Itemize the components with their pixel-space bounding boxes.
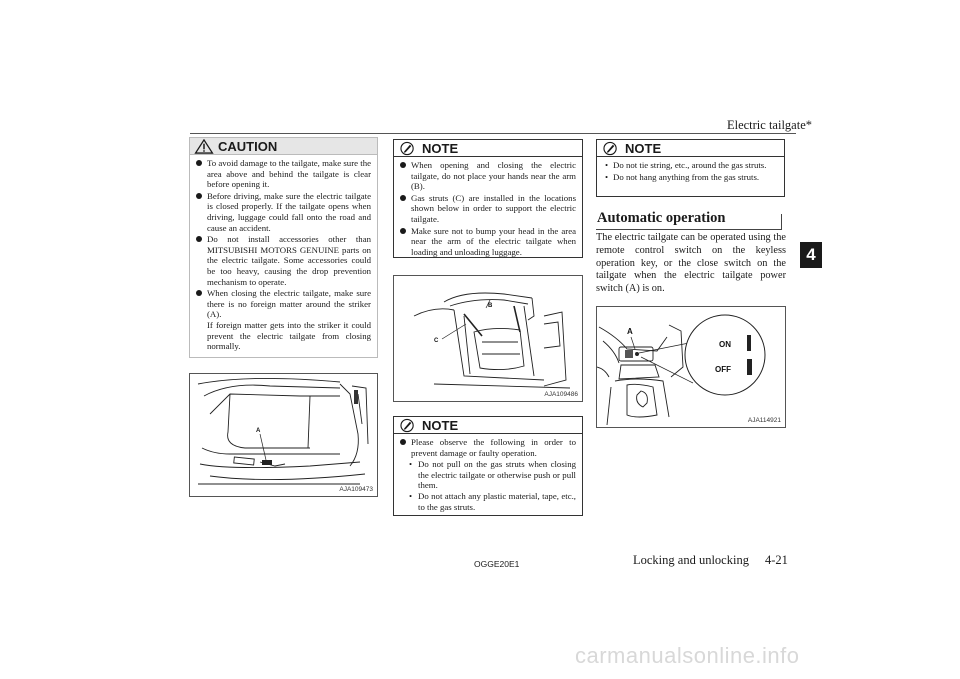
caution-item	[196, 158, 371, 190]
caution-item-text: To avoid damage to the tailgate, make sure the area above and behind the tailgate is clear before opening it.	[207, 158, 371, 190]
figure-code: AJA114921	[747, 417, 781, 424]
figure-tailgate-struts	[393, 275, 583, 402]
footer-doc-code: OGGE20E1	[474, 559, 520, 569]
note-subitem-text: Do not hang anything from the gas struts.	[613, 171, 760, 182]
header-rule	[190, 133, 796, 134]
note-header	[394, 140, 582, 157]
note-item	[400, 193, 576, 225]
luggage-area-illustration	[190, 374, 378, 497]
bullet-icon	[196, 193, 202, 199]
running-header-title: Electric tailgate*	[726, 118, 812, 132]
note-box	[596, 139, 785, 197]
note-subitem	[603, 160, 778, 171]
note-subitem	[400, 491, 576, 512]
sub-bullet-icon: •	[605, 171, 609, 182]
power-switch-illustration	[597, 307, 786, 428]
chapter-tab: 4	[800, 242, 822, 268]
footer-section-name: Locking and unlocking	[633, 553, 749, 567]
sub-bullet-icon: •	[409, 459, 413, 470]
section-body: The electric tailgate can be operated using the remote control switch on the keyless operation key, or the close switch on the tailgate when the electric tailgate power switch (A) is on.	[596, 232, 786, 295]
label-a: A	[256, 428, 261, 434]
note-body	[597, 157, 784, 187]
note-item	[400, 226, 576, 258]
caution-item	[196, 234, 371, 287]
warning-triangle-icon	[194, 139, 214, 154]
caution-item-text: Do not install accessories other than MITSUBISHI MOTORS GENUINE parts on the electric tailgate. Some accessories could be too heavy, causing the drop prevention mechanism to operate.	[207, 234, 371, 287]
figure-luggage-striker	[189, 373, 378, 497]
caution-item	[196, 288, 371, 352]
watermark: carmanualsonline.info	[575, 643, 800, 668]
label-a: A	[627, 327, 633, 336]
caution-heading: CAUTION	[218, 138, 278, 154]
note-item	[400, 437, 576, 458]
note-subitem-text: Do not tie string, etc., around the gas struts.	[613, 160, 767, 170]
note-body	[394, 157, 582, 262]
note-item-text: When opening and closing the electric tailgate, do not place your hands near the arm (B).	[411, 160, 576, 192]
caution-body	[190, 155, 377, 357]
caution-item-text: Before driving, make sure the electric tailgate is closed properly. If the tailgate opens when driving, luggage could fall onto the road and cause an accident.	[207, 190, 371, 233]
sub-bullet-icon: •	[409, 490, 413, 501]
bullet-icon	[196, 160, 202, 166]
note-pencil-icon	[398, 418, 418, 433]
note-subitem	[603, 172, 778, 183]
bullet-icon	[400, 162, 406, 168]
label-c: C	[434, 338, 439, 344]
note-box	[393, 416, 583, 516]
note-heading: NOTE	[422, 140, 459, 156]
note-heading: NOTE	[422, 417, 459, 433]
note-box	[393, 139, 583, 258]
bullet-icon	[196, 236, 202, 242]
figure-power-switch	[596, 306, 786, 428]
label-off: OFF	[715, 365, 731, 374]
note-subitem-text: Do not pull on the gas struts when closing the electric tailgate or otherwise push or pull them.	[418, 459, 576, 491]
figure-code: AJA109473	[339, 486, 373, 493]
label-b: B	[488, 303, 493, 309]
note-subitem-text: Do not attach any plastic material, tape, etc., to the gas struts.	[418, 490, 576, 512]
bullet-icon	[400, 195, 406, 201]
section-title: Automatic operation	[597, 210, 726, 226]
footer-page-number: 4-21	[765, 553, 788, 567]
note-pencil-icon	[398, 141, 418, 156]
note-item	[400, 160, 576, 192]
label-on: ON	[719, 340, 731, 349]
note-item-text: Make sure not to bump your head in the area near the arm of the electric tailgate when loading and unloading luggage.	[411, 225, 576, 257]
note-subitem	[400, 459, 576, 491]
note-heading: NOTE	[625, 140, 662, 156]
caution-header	[190, 138, 377, 155]
note-pencil-icon	[601, 141, 621, 156]
note-header	[394, 417, 582, 434]
figure-code: AJA109486	[544, 391, 578, 398]
note-item-text: Gas struts (C) are installed in the locations shown below in order to support the electric tailgate.	[411, 192, 576, 224]
sub-bullet-icon: •	[605, 160, 609, 170]
tailgate-illustration	[394, 276, 583, 402]
bullet-icon	[400, 228, 406, 234]
note-body	[394, 434, 582, 516]
bullet-icon	[196, 290, 202, 296]
note-item-text: Please observe the following in order to prevent damage or faulty operation.	[411, 437, 576, 458]
caution-item-text: When closing the electric tailgate, make sure there is no foreign matter around the striker (A). If foreign matter gets into the striker it could prevent the electric tailgate from closing normally.	[207, 288, 371, 352]
section-rule-tick	[781, 214, 782, 229]
caution-box	[189, 137, 378, 358]
section-rule	[596, 229, 782, 230]
note-header	[597, 140, 784, 157]
bullet-icon	[400, 439, 406, 445]
caution-item	[196, 191, 371, 233]
